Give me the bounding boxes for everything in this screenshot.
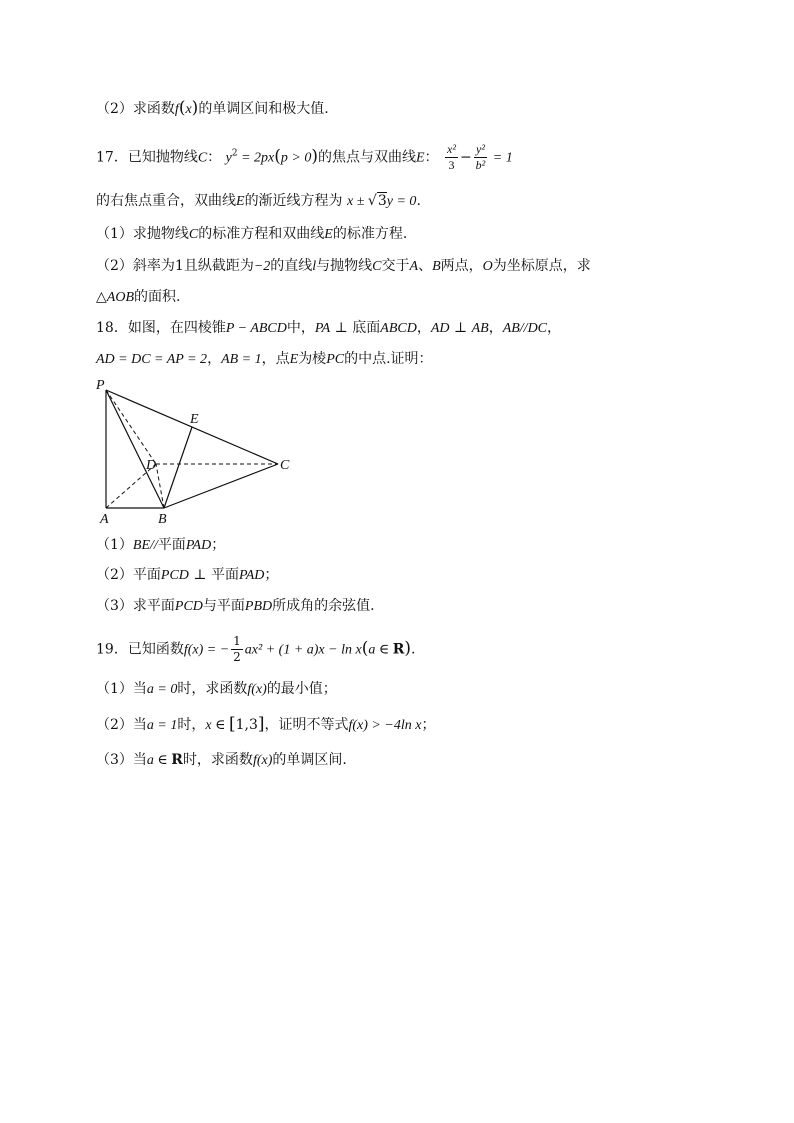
q17-p2-A: A — [409, 259, 419, 274]
q19-p3-a: （3）当 — [96, 752, 147, 768]
q17-colon2: ： — [424, 149, 439, 166]
q17-p1-b: 的标准方程和双曲线 — [198, 226, 325, 242]
q18-stem-line2 — [96, 349, 433, 370]
q16-part2: （2）求函数f(x)的单调区间和极大值. — [96, 98, 329, 118]
q17-p2-val: −2 — [253, 259, 271, 274]
q16-part2-f: f — [174, 102, 179, 117]
q17-p2-aob: AOB — [106, 290, 134, 305]
q17-line2-e: E — [236, 194, 245, 209]
q17-p2-g: 为坐标原点，求 — [492, 258, 591, 274]
q18-p1-pad: PAD — [185, 538, 212, 553]
q16-part2-tail: 的单调区间和极大值. — [198, 101, 329, 117]
q18-line2-c: 的中点.证明： — [344, 351, 433, 367]
q17-eq-lhs: y — [225, 150, 232, 166]
label-A: A — [100, 512, 109, 527]
q19-p3-c: 的单调区间. — [272, 752, 347, 768]
q19-part1 — [96, 679, 337, 700]
q19-p2-int: 1,3 — [235, 717, 258, 733]
q17-part2-line2 — [96, 287, 180, 308]
q17-frac1-den: 3 — [448, 158, 455, 172]
q17-part1 — [96, 224, 407, 245]
q17-frac1 — [445, 142, 458, 173]
q17-line2-end: . — [416, 193, 421, 209]
q17-p1-e: E — [324, 227, 333, 242]
q18-line2-pc: PC — [326, 352, 345, 367]
q17-e: E — [415, 150, 425, 166]
q16-part2-x: x — [185, 102, 192, 117]
q18-p2-perp: ⊥ — [188, 567, 211, 583]
q19-p3-b: 时，求函数 — [182, 752, 253, 768]
q18-line2-sep: ， — [207, 351, 222, 367]
q17-minus: − — [459, 149, 472, 166]
q17-asym-tail: y = 0 — [386, 194, 417, 209]
q18-p2-a: （2）平面 — [96, 567, 161, 583]
q19-p1-cond: a = 0 — [146, 682, 178, 697]
q18-perp2: ⊥ — [449, 320, 472, 336]
q18-abdc: AB//DC — [502, 321, 548, 336]
q17-number: 17．已知抛物线 — [96, 149, 198, 166]
q18-p2-pad: PAD — [239, 568, 265, 583]
q17-p2-l: l — [312, 259, 317, 274]
q17-p2-d: 交于 — [381, 258, 410, 274]
q19-p2-cond: a = 1 — [146, 718, 178, 733]
pyramid-figure — [92, 375, 302, 527]
q19-number: 19．已知函数 — [96, 641, 184, 658]
q19-end: . — [411, 641, 416, 658]
q19-part3 — [96, 750, 347, 771]
q18-line2-b: 为棱 — [298, 351, 327, 367]
q17-frac2 — [474, 142, 488, 173]
q18-sep3: ， — [547, 320, 562, 336]
q17-stem-line2: 的右焦点重合，双曲线E的渐近线方程为 x ± √3y = 0. — [96, 193, 421, 209]
q18-part1 — [96, 535, 225, 556]
q17-part2 — [96, 256, 591, 277]
q18-line2-a: ，点 — [261, 351, 290, 367]
q18-ad: AD — [430, 321, 450, 336]
q17-asym-sqrt: 3 — [377, 193, 387, 209]
q17-p2-B: B — [432, 259, 441, 274]
q19-p1-fx: f(x) — [247, 682, 267, 697]
q18-p3-pbd: PBD — [244, 599, 273, 614]
q18-number: 18．如图，在四棱锥 — [96, 320, 226, 336]
q19-frac — [231, 634, 243, 665]
q17-eq-mid: = 2px — [237, 150, 275, 166]
q17-focus-text: 的焦点与双曲线 — [317, 149, 416, 166]
label-B: B — [158, 512, 167, 527]
q17-eq-one: = 1 — [489, 150, 513, 166]
q17-p2-C: C — [372, 259, 382, 274]
q17-p2-tri: △ — [96, 289, 107, 305]
segment-bd — [156, 464, 164, 508]
q19-p3-R: R — [171, 752, 183, 768]
q18-p3-c: 所成角的余弦值. — [272, 598, 375, 614]
q16-part2-text: （2）求函数 — [96, 101, 175, 117]
q18-p1-a: （1） — [96, 537, 133, 553]
q17-p2-O: O — [482, 259, 493, 274]
label-D: D — [146, 458, 157, 473]
q18-sep1: ， — [416, 320, 431, 336]
q19-stem: 19．已知函数f(x) = − $\frac{1}{2}$ ax² + (1 + a)x − ln x(a ∈ R). — [96, 634, 416, 664]
q19-frac-num: 1 — [233, 634, 241, 648]
q18-stem — [96, 318, 561, 339]
q17-p1-c: C — [188, 227, 199, 242]
q18-part3 — [96, 596, 375, 617]
q19-p2-a: （2）当 — [96, 717, 147, 733]
q17-p2-a: （2）斜率为1且纵截距为 — [96, 258, 254, 274]
q17-p1-a: （1）求抛物线 — [96, 226, 189, 242]
q19-fx: f(x) = − — [183, 642, 230, 658]
q19-part2: （2）当a = 1时，x ∈ [1,3]，证明不等式f(x) > −4ln x； — [96, 714, 436, 734]
q18-p2-pcd: PCD — [160, 568, 189, 583]
q17-p1-c2: 的标准方程. — [332, 226, 408, 242]
q17-frac2-den: b² — [475, 158, 486, 172]
q19-rest: ax² + (1 + a)x − ln x — [244, 642, 362, 658]
edge-bc — [164, 464, 278, 508]
q17-p2-c: 与抛物线 — [316, 258, 373, 274]
q17-line2-a: 的右焦点重合，双曲线 — [96, 193, 236, 209]
q17-p2-f: 两点， — [440, 258, 483, 274]
q18-p2-b: 平面 — [211, 567, 239, 583]
edge-pb — [106, 390, 164, 508]
q19-p2-c: ，证明不等式 — [264, 717, 349, 733]
q17-p2-h: 的面积. — [134, 289, 181, 305]
label-P: P — [96, 378, 105, 393]
q18-pa: PA — [314, 321, 331, 336]
q19-frac-den: 2 — [233, 650, 241, 664]
q19-p3-cond: a ∈ — [146, 753, 172, 768]
q17-frac1-num: x² — [447, 142, 456, 156]
segment-be — [164, 427, 192, 508]
q17-colon: ： — [207, 149, 222, 166]
q17-line2-b: 的渐近线方程为 — [244, 193, 343, 209]
q18-sep2: ， — [488, 320, 503, 336]
q19-p2-x: x ∈ — [205, 718, 229, 733]
label-E: E — [190, 412, 199, 427]
q19-cond-a: a ∈ — [368, 642, 393, 658]
q18-perp1: ⊥ — [330, 320, 353, 336]
q17-stem: 17．已知抛物线C： $y^2 = 2px(p > 0)$的焦点与双曲线E： $\frac{\text{x²}}{3}$ − $\frac{\text{y²}}{\text{b²}}$ = 1 — [96, 142, 513, 172]
q17-asym-x: x ± — [347, 194, 368, 209]
q19-cond-R: R — [392, 641, 405, 658]
q18-p1-c: ； — [211, 537, 226, 553]
q17-c: C — [197, 150, 208, 166]
q18-p2-c: ； — [264, 567, 279, 583]
label-C: C — [280, 458, 290, 473]
q18-base: 底面 — [352, 320, 381, 336]
q19-p1-c: 的最小值； — [266, 681, 337, 697]
q18-p1-b: 平面 — [157, 537, 186, 553]
q19-p1-a: （1）当 — [96, 681, 147, 697]
q17-cond: p > 0 — [280, 150, 312, 166]
q18-ab: AB — [471, 321, 489, 336]
q19-p2-d: ； — [421, 717, 436, 733]
q19-p3-fx: f(x) — [252, 753, 273, 768]
q17-frac2-num: y² — [474, 142, 488, 158]
q17-p2-e: 、 — [418, 258, 433, 274]
q19-p2-ineq: f(x) > −4ln x — [348, 718, 422, 733]
q18-pyr: P − ABCD — [225, 321, 287, 336]
q18-p3-a: （3）求平面 — [96, 598, 175, 614]
q18-p3-pcd: PCD — [174, 599, 203, 614]
q18-part2 — [96, 565, 278, 586]
q18-line2-E: E — [289, 352, 299, 367]
q18-mid1: 中， — [286, 320, 315, 336]
q17-p2-b: 的直线 — [270, 258, 313, 274]
q18-p1-be: BE// — [132, 538, 158, 553]
q19-p2-b: 时， — [177, 717, 206, 733]
q18-abcd: ABCD — [380, 321, 417, 336]
q18-line2-ab: AB = 1 — [221, 352, 262, 367]
q18-p3-b: 与平面 — [202, 598, 245, 614]
q18-line2-eq: AD = DC = AP = 2 — [96, 352, 208, 367]
q19-p1-b: 时，求函数 — [177, 681, 248, 697]
